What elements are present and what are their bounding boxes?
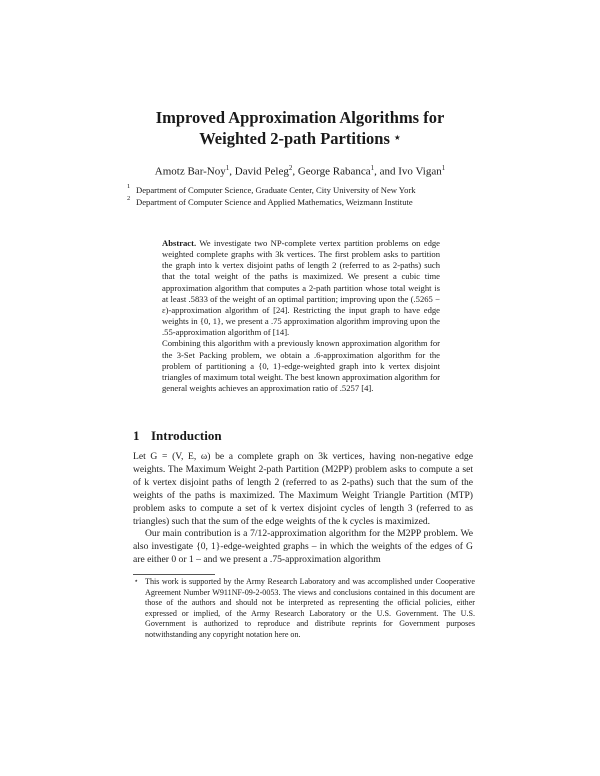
affiliation-2: 2 Department of Computer Science and Applied Mathematics, Weizmann Institute xyxy=(127,195,413,207)
author-affil-mark: 1 xyxy=(225,164,230,172)
author-name: Ivo Vigan xyxy=(398,165,442,178)
footnote-text: This work is supported by the Army Research Laboratory and was accomplished under Cooperative Agreement Number W911NF-09-2-0053. The views and conclusions contained in this document are those of the authors and should not be interpreted as representing the official policies, either expressed or implied, of the Army Research Laboratory or the U.S. Government. The U.S. Government is authorized to reproduce and distribute reprints for Government purposes notwithstanding any copyright notation here on. xyxy=(145,577,475,639)
footnote-rule xyxy=(133,574,215,575)
footnote xyxy=(134,577,475,641)
abstract-label: Abstract. xyxy=(162,238,197,248)
title-line-2: Weighted 2-path Partitions xyxy=(199,129,390,148)
intro-body xyxy=(133,451,473,567)
paper-title xyxy=(100,107,500,149)
author-affil-mark: 1 xyxy=(370,164,375,172)
section-title: Introduction xyxy=(151,428,222,443)
footnote-mark: ⋆ xyxy=(134,577,139,585)
intro-paragraph-2: Our main contribution is a 7/12-approximation algorithm for the M2PP problem. We also investigate {0, 1}-edge-weighted graphs – in which the weights of the edges of G are either 0 or 1 – and we present a .75-approximation algorithm xyxy=(133,528,473,566)
author-list: Amotz Bar-Noy$^1$, David Peleg$^2$, George Rabanca$^1$, and Ivo Vigan$^1$ xyxy=(154,164,446,178)
abstract-paragraph-1: We investigate two NP-complete vertex partition problems on edge weighted complete graphs with 3k vertices. The first problem asks to partition the graph into k vertex disjoint paths of length 2 (referred to as 2-paths) such that the total weight of the paths is maximized. We present a cubic time approximation algorithm that computes a 2-path partition whose total weight is at least .5833 of the weight of an optimal partition; improving upon the (.5265 − ε)-approximation algorithm of [24]. Restricting the input graph to have edge weights in {0, 1}, we present a .75 approximation algorithm improving upon the .55-approximation algorithm of [14]. xyxy=(162,238,440,338)
section-number: 1 xyxy=(133,428,140,443)
author-affil-mark: 1 xyxy=(441,164,446,172)
author-affil-mark: 2 xyxy=(288,164,293,172)
author-name: George Rabanca xyxy=(297,165,371,178)
title-line-1: Improved Approximation Algorithms for xyxy=(155,108,445,127)
intro-paragraph-1: Let G = (V, E, ω) be a complete graph on 3k vertices, having non-negative edge weights. The Maximum Weight 2-path Partition (M2PP) problem asks to compute a set of k vertex disjoint paths of length 2 (referred to as 2-paths) such that the sum of the weights of the paths is maximized. The Maximum Weight Triangle Partition (MTP) problem asks to compute a set of k vertex disjoint cycles of length 3 (referred to as triangles) such that the sum of the edge weights of the k cycles is maximized. xyxy=(133,451,473,527)
section-heading xyxy=(133,428,222,444)
author-name: Amotz Bar-Noy xyxy=(154,165,226,178)
abstract xyxy=(162,238,440,394)
abstract-paragraph-2: Combining this algorithm with a previously known approximation algorithm for the 3-Set Packing problem, we obtain a .6-approximation algorithm for the problem of partitioning a {0, 1}-edge-weighted graph into k vertex disjoint triangles of maximum total weight. The best known approximation algorithm for general weights achieves an approximation ratio of .5257 [4]. xyxy=(162,338,440,394)
affiliation-1: 1 Department of Computer Science, Graduate Center, City University of New York xyxy=(127,183,416,195)
author-name: David Peleg xyxy=(234,165,289,178)
title-footnote-star: ⋆ xyxy=(393,132,401,144)
